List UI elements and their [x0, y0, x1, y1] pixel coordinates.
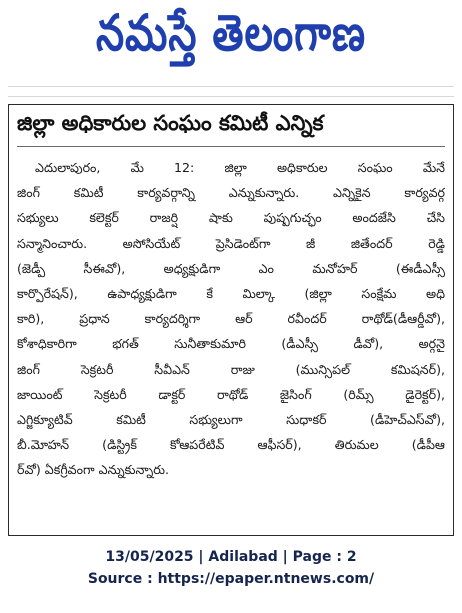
- article-line: బీ.మోహన్ (డిస్ట్రిక్ కోఆపరేటివ్ ఆఫీసర్), తిరుమల (డీపీఆ: [17, 437, 445, 453]
- article-line: జింగ్ కమిటీ కార్యవర్గాన్ని ఎన్నుకున్నారు. ఎన్నికైన కార్యవర్గ: [17, 185, 445, 201]
- article-line: (జెడ్పీ సీఈవో), అధ్యక్షుడిగా ఎం మనోహర్ (ఈడీఎస్సీ: [17, 260, 445, 276]
- edition-info: 13/05/2025 | Adilabad | Page : 2: [105, 549, 357, 565]
- headline-underline: [17, 146, 445, 147]
- source-link[interactable]: Source : https://epaper.ntnews.com/: [87, 571, 375, 587]
- article-clipping: [8, 104, 454, 536]
- source-footer: [0, 546, 462, 590]
- article-line: జింగ్ సెక్రటరీ సీవీఎన్ రాజు (మున్సిపల్ కమిషనర్),: [17, 361, 445, 377]
- article-line: సభ్యులు కలెక్టర్ రాజర్షి షాకు పుష్పగుచ్ఛం అందజేసి చేసి: [17, 210, 445, 226]
- newspaper-masthead: [0, 0, 462, 80]
- article-line: కారి), ప్రధాన కార్యదర్శిగా ఆర్ రవీందర్ రాథోడ్(డీఆర్డీవో),: [17, 311, 445, 327]
- article-line: కార్పొరేషన్), ఉపాధ్యక్షుడిగా కే మిల్కా (జిల్లా సంక్షేమ అధి: [17, 285, 445, 301]
- divider-top: [8, 86, 454, 87]
- article-line: కోశాధికారిగా భగత్ సునీతాకుమారి (డీఎస్సీ డీవో), అర్గనై: [17, 336, 445, 352]
- article-body: [9, 155, 453, 482]
- article-line: ఎగ్జిక్యూటివ్ కమిటీ సభ్యులుగా సుధాకర్ (డీహెచ్ఎస్‌వో),: [17, 411, 445, 427]
- article-line: జాయింట్ సెక్రటరీ డాక్టర్ రాథోడ్ జైసింగ్ (రిమ్స్ డైరెక్టర్),: [17, 386, 445, 402]
- divider-bottom: [8, 96, 454, 97]
- article-line: ర్‌వో) ఏకగ్రీవంగా ఎన్నుకున్నారు.: [17, 462, 170, 478]
- article-line: ఎదులాపురం, మే 12: జిల్లా అధికారుల సంఘం మేనే: [35, 160, 445, 175]
- article-headline: జిల్లా అధికారుల సంఘం కమిటీ ఎన్నిక: [17, 111, 324, 135]
- newspaper-title: నమస్తే తెలంగాణ: [95, 5, 367, 63]
- article-line: సన్మానించారు. అసోసియేట్ ప్రెసిడెంట్‌గా జీ జితేందర్ రెడ్డి: [17, 235, 445, 251]
